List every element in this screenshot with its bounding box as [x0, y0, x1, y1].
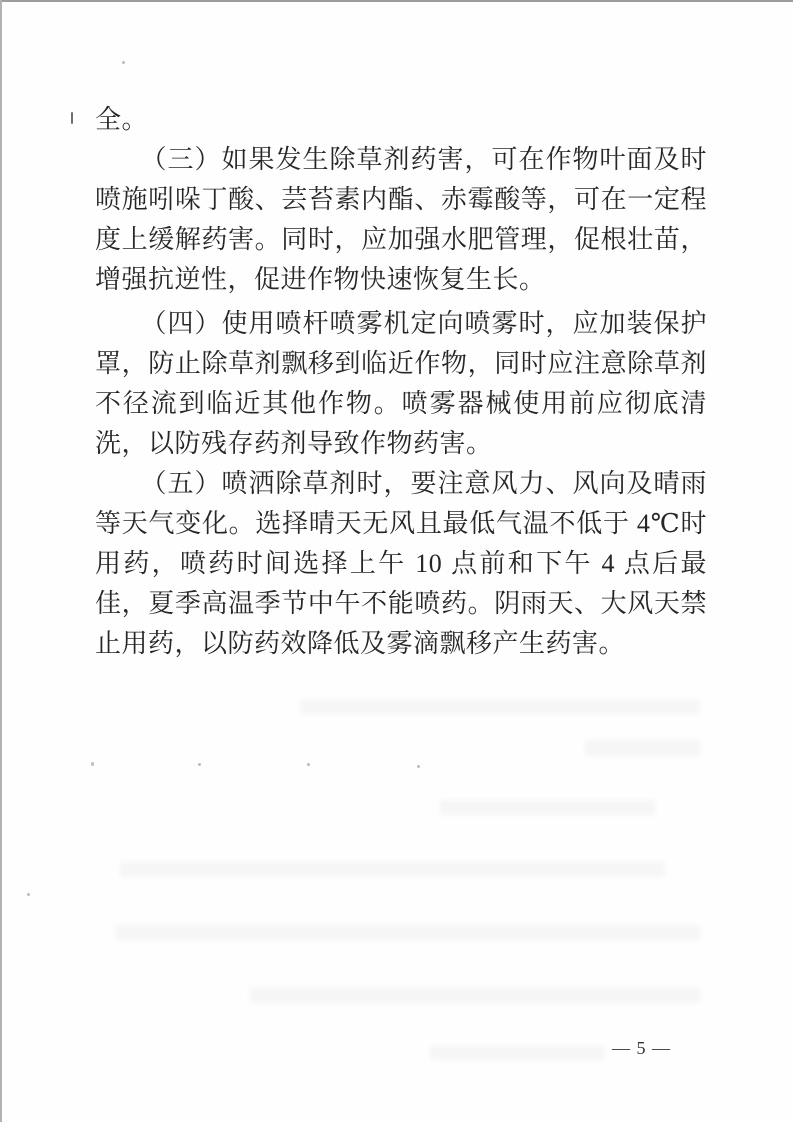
- paragraph-item-3: （三）如果发生除草剂药害，可在作物叶面及时喷施吲哚丁酸、芸苔素内酯、赤霉酸等，可在一定程度上缓解药害。同时，应加强水肥管理，促根壮苗，增强抗逆性，促进作物快速恢复生长。: [95, 145, 707, 294]
- bleed-through-artifact: [300, 700, 700, 714]
- document-body: [95, 100, 707, 664]
- paragraph-continuation: 全。: [95, 105, 149, 134]
- bleed-through-artifact: [250, 988, 700, 1003]
- scan-speck: [417, 765, 420, 768]
- paragraph-item-4: （四）使用喷杆喷雾机定向喷雾时，应加装保护罩，防止除草剂飘移到临近作物，同时应注意除草剂不径流到临近其他作物。喷雾器械使用前应彻底清洗，以防残存药剂导致作物药害。: [95, 309, 707, 458]
- bleed-through-artifact: [120, 862, 665, 877]
- bleed-through-artifact: [430, 1046, 605, 1060]
- paragraph-item-5: （五）喷洒除草剂时，要注意风力、风向及晴雨等天气变化。选择晴天无风且最低气温不低于 4℃时用药，喷药时间选择上午 10 点前和下午 4 点后最佳，夏季高温季节中午不能喷药。阴雨天、大风天禁止用药，以防药效降低及雾滴飘移产生药害。: [95, 469, 707, 658]
- scan-speck: [198, 763, 201, 766]
- scan-mark: [71, 112, 73, 124]
- page-number: — 5 —: [612, 1038, 671, 1058]
- scan-speck: [122, 61, 125, 64]
- bleed-through-artifact: [115, 925, 700, 940]
- scan-speck: [27, 893, 30, 896]
- scan-speck: [307, 763, 310, 766]
- scan-edge-left: [0, 0, 2, 1122]
- bleed-through-artifact: [440, 800, 655, 815]
- bleed-through-artifact: [585, 740, 700, 756]
- scan-speck: [91, 762, 94, 766]
- scan-edge-top: [0, 0, 793, 2]
